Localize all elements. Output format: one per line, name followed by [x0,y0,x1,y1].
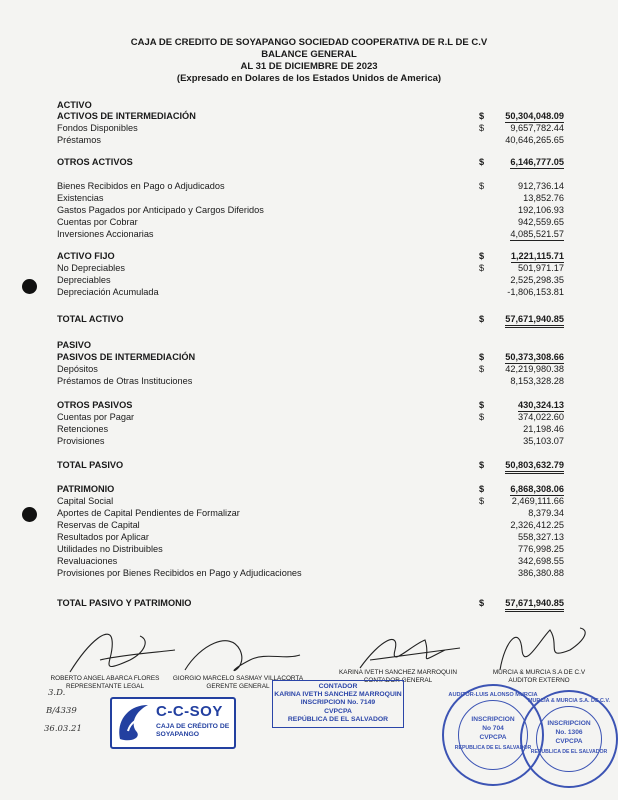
row-label: PASIVOS DE INTERMEDIACIÓN [57,352,196,362]
balance-row [0,543,618,555]
row-currency: $ [479,496,485,506]
auditor-name: MURCIA & MURCIA S.A DE C.V [492,669,586,676]
row-currency: $ [479,484,485,494]
accountant-title: CONTADOR GENERAL [363,676,433,684]
seal-line-4: REPUBLICA DE EL SALVADOR [454,745,532,751]
row-label: OTROS PASIVOS [57,400,133,410]
report-currency-note: (Expresado en Dolares de los Estados Unidos de America) [176,73,442,84]
row-currency: $ [479,314,485,324]
row-amount: 57,671,940.85 [505,313,564,328]
balance-row [0,204,618,216]
row-amount: 2,525,298.35 [510,275,564,285]
row-currency: $ [479,400,485,410]
balance-row [0,555,618,567]
balance-row [0,339,618,351]
balance-row [0,134,618,146]
legal-rep-title: REPRESENTANTE LEGAL [65,682,144,690]
balance-row [0,110,618,122]
row-amount: 558,327.13 [518,532,564,542]
row-label: Inversiones Accionarias [57,229,154,239]
row-amount: 50,304,048.09 [505,111,564,121]
handwritten-note-3: 36.03.21 [44,724,82,734]
handwritten-note-1: 3.D. [48,688,66,698]
logo-subtitle: CAJA DE CRÉDITO DE SOYAPANGO [156,723,230,738]
row-label: Provisiones por Bienes Recibidos en Pago y Adjudicaciones [57,568,302,578]
row-label: Depreciación Acumulada [57,287,159,297]
row-label: Cuentas por Cobrar [57,217,138,227]
row-amount: 430,324.13 [518,400,564,410]
row-label: No Depreciables [57,263,125,273]
row-label: ACTIVO FIJO [57,251,115,261]
row-amount: 8,153,328.28 [510,376,564,386]
row-label: Depreciables [57,275,111,285]
row-label: Depósitos [57,364,98,374]
row-amount: 21,198.46 [523,424,564,434]
row-label: Provisiones [57,436,105,446]
row-label: ACTIVO [57,100,92,110]
row-amount: 374,022.60 [518,412,564,422]
handwritten-note-2: B/4339 [46,706,77,716]
row-label: TOTAL PASIVO [57,460,124,470]
balance-row [0,122,618,134]
row-currency: $ [479,123,485,133]
balance-row [0,399,618,411]
balance-row [0,274,618,286]
row-label: Préstamos [57,135,101,145]
balance-row [0,567,618,579]
balance-row [0,313,618,325]
seal-line-3: CVPCPA [479,734,507,741]
row-label: Utilidades no Distribuibles [57,544,163,554]
row-amount: 6,868,308.06 [510,484,564,494]
row-label: Préstamos de Otras Instituciones [57,376,193,386]
stamp-line-2: KARINA IVETH SANCHEZ MARROQUIN [274,691,402,699]
row-label: PATRIMONIO [57,484,115,494]
balance-row [0,423,618,435]
row-label: Fondos Disponibles [57,123,138,133]
row-label: OTROS ACTIVOS [57,157,133,167]
row-label: TOTAL PASIVO Y PATRIMONIO [57,598,192,608]
balance-row [0,286,618,298]
row-amount: 6,146,777.05 [510,157,564,167]
accountant-stamp [272,680,404,728]
row-amount: 35,103.07 [523,436,564,446]
balance-row [0,192,618,204]
row-amount: 57,671,940.85 [505,597,564,612]
row-currency: $ [479,364,485,374]
row-amount: -1,806,153.81 [507,287,564,297]
row-amount: 342,698.55 [518,556,564,566]
stamp-line-5: REPÚBLICA DE EL SALVADOR [287,715,389,723]
row-currency: $ [479,412,485,422]
row-currency: $ [479,352,485,362]
row-label: Revaluaciones [57,556,118,566]
report-title: BALANCE GENERAL [261,49,357,60]
balance-row [0,519,618,531]
balance-row [0,250,618,262]
row-label: Reservas de Capital [57,520,140,530]
stamp-line-3: INSCRIPCION No. 7149 [300,699,376,707]
balance-row [0,483,618,495]
logo-brand: C-C-SOY [156,703,223,720]
balance-row [0,262,618,274]
accountant-name: KARINA IVETH SANCHEZ MARROQUIN [339,669,457,676]
seal-line-2: No. 1306 [555,729,583,736]
balance-row [0,435,618,447]
balance-row [0,216,618,228]
balance-row [0,156,618,168]
row-amount: 2,326,412.25 [510,520,564,530]
balance-row [0,363,618,375]
seal-line-2: No 704 [482,725,504,732]
seal-line-1: INSCRIPCION [547,720,591,727]
row-amount: 501,971.17 [518,263,564,273]
company-title: CAJA DE CREDITO DE SOYAPANGO SOCIEDAD COOPERATIVA DE R.L DE C.V [130,37,488,48]
row-label: TOTAL ACTIVO [57,314,124,324]
seal-line-4: REPUBLICA DE EL SALVADOR [530,749,608,755]
legal-rep-name: ROBERTO ANGEL ABARCA FLORES [50,675,160,682]
row-amount: 50,373,308.66 [505,352,564,362]
row-currency: $ [479,181,485,191]
row-currency: $ [479,263,485,273]
balance-row [0,597,618,609]
row-label: Aportes de Capital Pendientes de Formalizar [57,508,240,518]
seal-arc-text: MURCIA & MURCIA S.A. DE C.V. [527,698,611,704]
row-label: Gastos Pagados por Anticipado y Cargos Diferidos [57,205,264,215]
stamp-line-1: CONTADOR [318,683,358,690]
general-manager-title: GERENTE GENERAL [206,682,270,690]
row-label: Resultados por Aplicar [57,532,149,542]
row-amount: 192,106.93 [518,205,564,215]
balance-row [0,507,618,519]
auditor-title: AUDITOR EXTERNO [508,676,570,684]
balance-row [0,351,618,363]
auditor-seal-firm [520,690,618,788]
row-amount: 42,219,980.38 [505,364,564,374]
logo-swoosh-icon [114,701,154,745]
row-amount: 4,085,521.57 [510,229,564,239]
row-amount: 40,646,265.65 [505,135,564,145]
row-amount: 942,559.65 [518,217,564,227]
row-amount: 1,221,115.71 [510,251,564,261]
row-amount: 8,379.34 [528,508,564,518]
row-label: Capital Social [57,496,114,506]
signature-external-auditor [474,669,604,684]
row-amount: 2,469,111.66 [511,496,564,506]
company-logo [110,697,236,749]
row-amount: 386,380.88 [518,568,564,578]
row-label: Cuentas por Pagar [57,412,135,422]
seal-line-3: CVPCPA [555,738,583,745]
balance-row [0,228,618,240]
seal-arc-text: AUDITOR-LUIS ALONSO MURCIA [448,692,538,698]
balance-row [0,411,618,423]
row-currency: $ [479,157,485,167]
row-amount: 912,736.14 [518,181,564,191]
row-currency: $ [479,598,485,608]
balance-row [0,180,618,192]
row-amount: 13,852.76 [523,193,564,203]
row-label: PASIVO [57,340,92,350]
row-currency: $ [479,111,485,121]
report-date: AL 31 DE DICIEMBRE DE 2023 [240,61,378,72]
balance-row [0,459,618,471]
row-amount: 9,657,782.44 [510,123,564,133]
stamp-line-4: CVPCPA [324,707,352,715]
balance-row [0,375,618,387]
general-manager-name: GIORGIO MARCELO SASMAY VILLACORTA [172,675,304,682]
row-currency: $ [479,251,485,261]
row-label: Retenciones [57,424,109,434]
seal-line-1: INSCRIPCION [471,716,515,723]
balance-row [0,495,618,507]
row-label: ACTIVOS DE INTERMEDIACIÓN [57,111,196,121]
balance-row [0,531,618,543]
row-amount: 776,998.25 [518,544,564,554]
row-amount: 50,803,632.79 [505,459,564,474]
row-label: Bienes Recibidos en Pago o Adjudicados [57,181,225,191]
row-currency: $ [479,460,485,470]
row-label: Existencias [57,193,104,203]
